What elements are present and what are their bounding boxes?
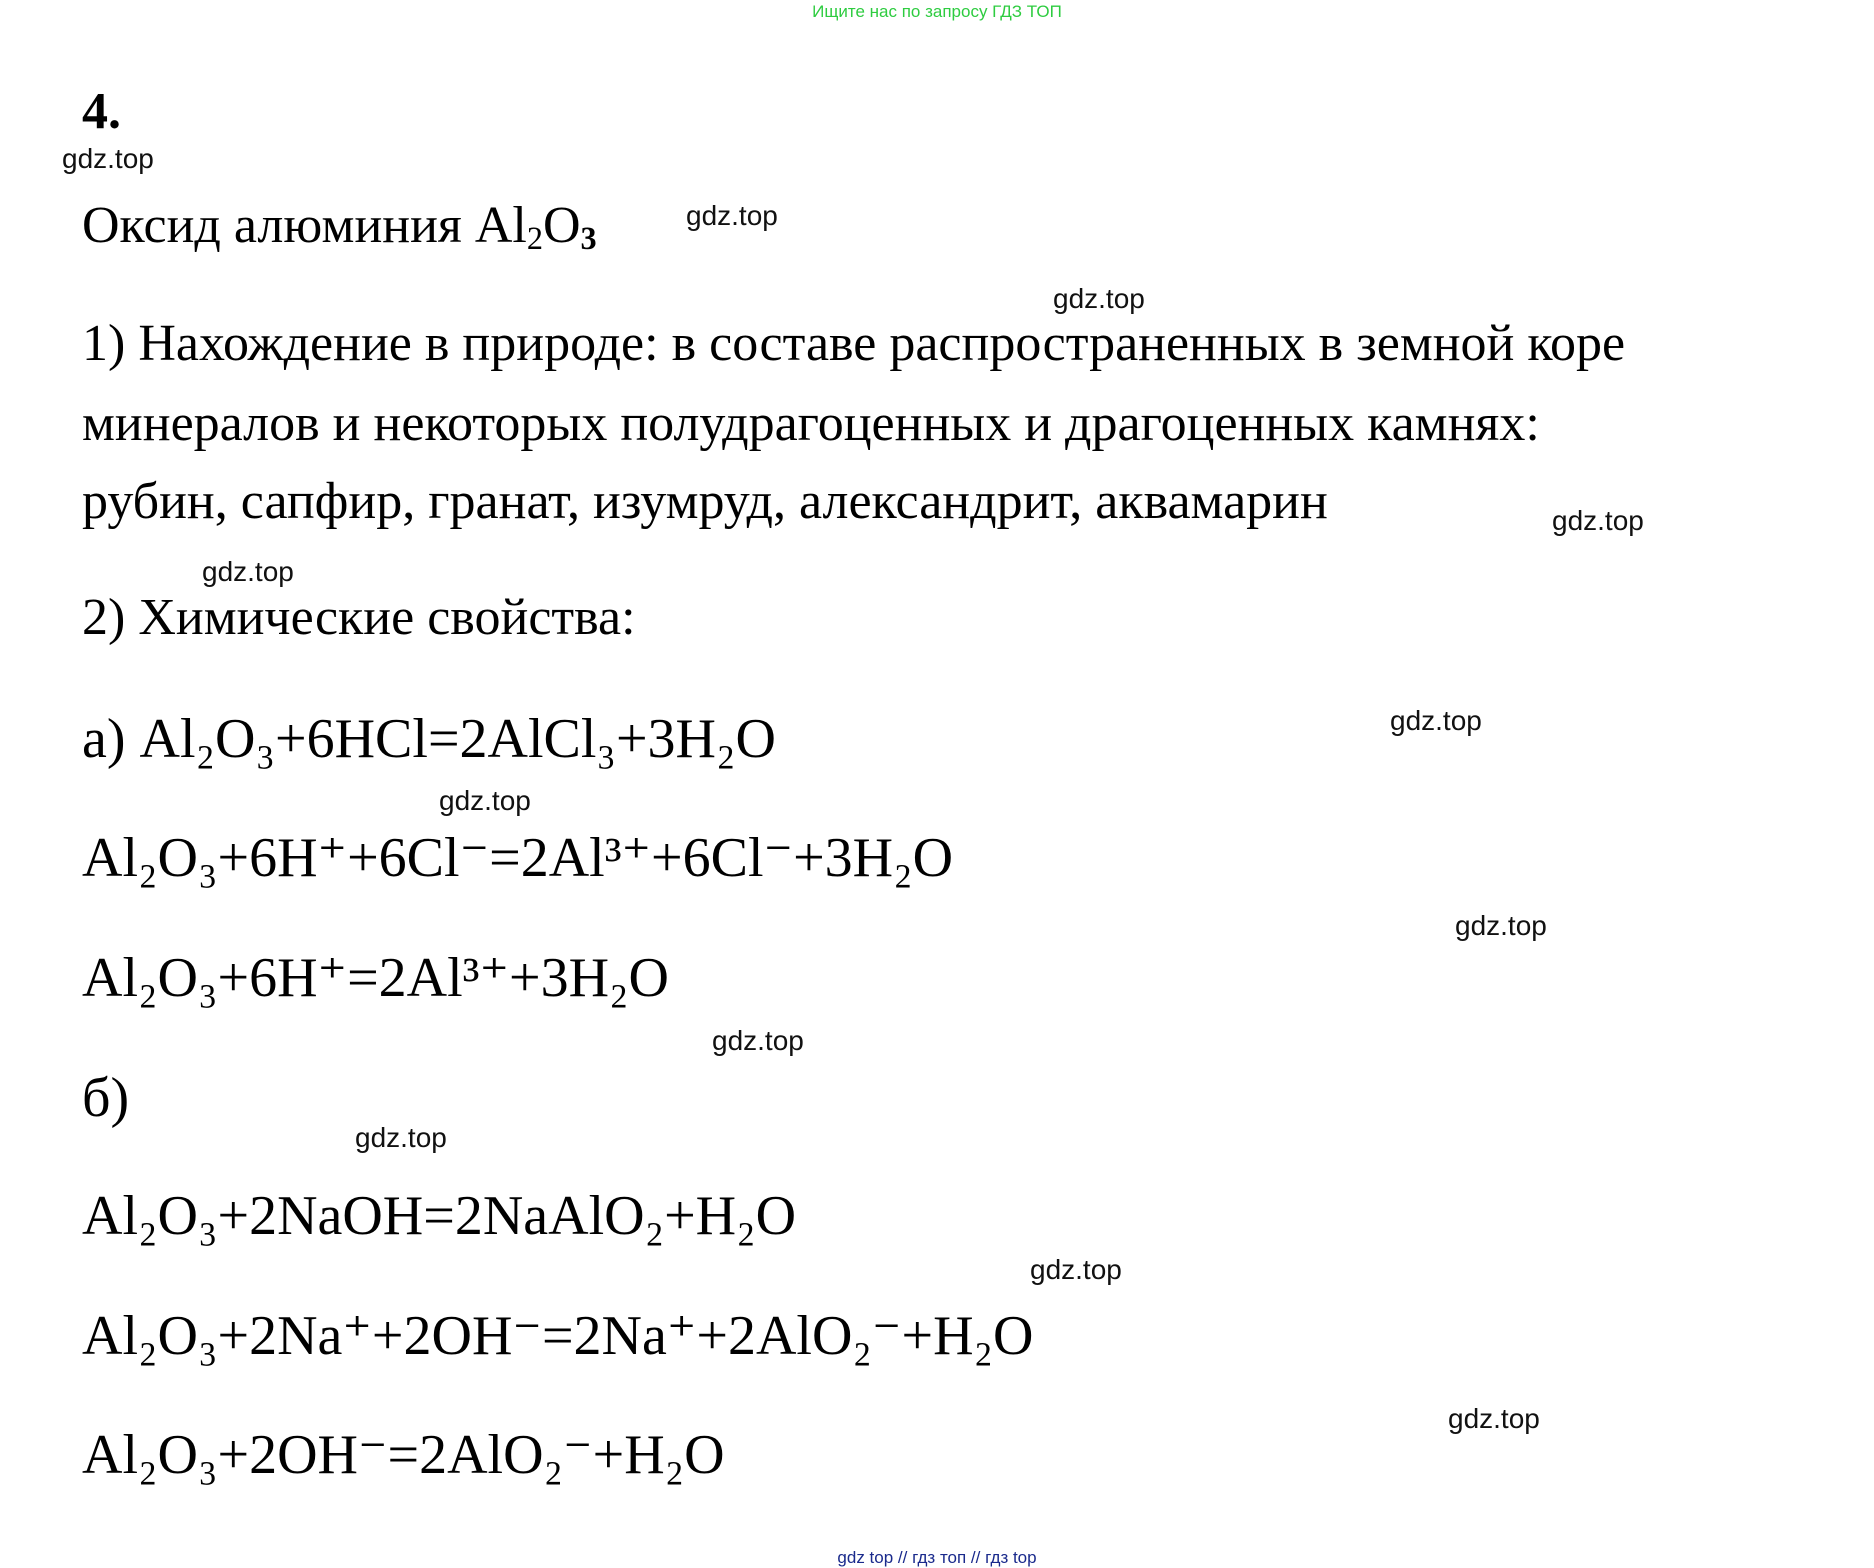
watermark: gdz.top [1390, 705, 1482, 736]
equation-a1-formula: Al₂O₃+6HCl=2AlCl₃+3H₂O [139, 708, 776, 770]
title-text: Оксид алюминия [82, 197, 475, 254]
nature-line-1: 1) Нахождение в природе: в составе распространенных в земной коре [82, 315, 1626, 372]
watermark: gdz.top [1030, 1254, 1122, 1285]
properties-heading: 2) Химические свойства: [82, 589, 636, 646]
watermark: gdz.top [1552, 505, 1644, 536]
label-b: б) [82, 1067, 130, 1129]
watermark: gdz.top [202, 556, 294, 587]
watermark: gdz.top [1455, 910, 1547, 941]
footer-links: gdz top // гдз топ // гдз top [837, 1548, 1037, 1567]
nature-line-3: рубин, сапфир, гранат, изумруд, александрит, аквамарин [82, 473, 1328, 530]
equation-a2: Al₂O₃+6H⁺+6Cl⁻=2Al³⁺+6Cl⁻+3H₂O [82, 827, 954, 889]
equation-b3: Al₂O₃+2OH⁻=2AlO₂⁻+H₂O [82, 1424, 725, 1486]
nature-line-2: минералов и некоторых полудрагоценных и драгоценных камнях: [82, 395, 1540, 452]
label-a: а) [82, 708, 140, 770]
title-formula: $Al_2O_3$ [474, 197, 597, 257]
watermark: gdz.top [62, 143, 154, 174]
task-number: 4. [82, 83, 121, 140]
top-banner: Ищите нас по запросу ГДЗ ТОП [812, 2, 1062, 21]
watermark: gdz.top [686, 200, 778, 231]
equation-a1 [82, 708, 776, 770]
title-line [82, 197, 597, 257]
watermark: gdz.top [439, 785, 531, 816]
equation-a3: Al₂O₃+6H⁺=2Al³⁺+3H₂O [82, 947, 669, 1009]
equation-b2: Al₂O₃+2Na⁺+2OH⁻=2Na⁺+2AlO₂⁻+H₂O [82, 1305, 1034, 1367]
watermark: gdz.top [712, 1025, 804, 1056]
equation-b1: Al₂O₃+2NaOH=2NaAlO₂+H₂O [82, 1185, 797, 1247]
watermark: gdz.top [355, 1122, 447, 1153]
watermark: gdz.top [1448, 1403, 1540, 1434]
watermark: gdz.top [1053, 283, 1145, 314]
